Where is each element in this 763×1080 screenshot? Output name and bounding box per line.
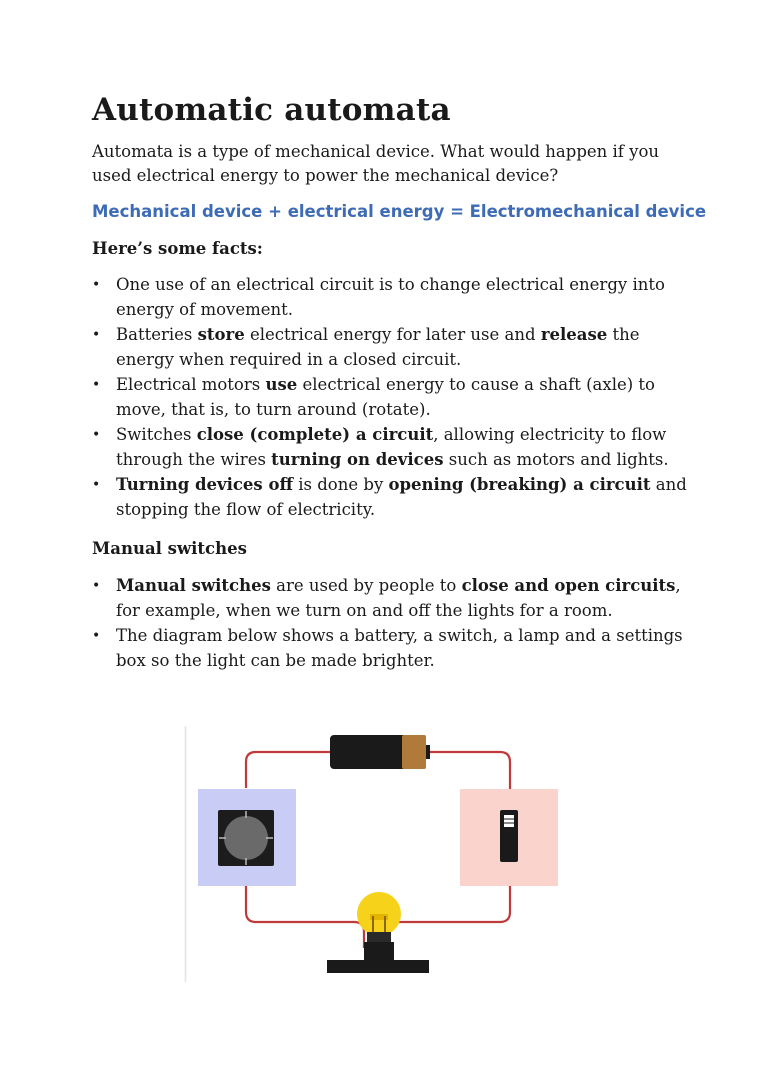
text-segment: Manual switches bbox=[116, 576, 271, 595]
facts-item bbox=[92, 473, 702, 522]
text-segment: close (complete) a circuit bbox=[196, 425, 434, 444]
text-segment: electrical energy to cause a shaft (axle) to move, that is, to turn around (rotate). bbox=[116, 375, 655, 419]
text-segment: release bbox=[540, 325, 608, 344]
battery-icon bbox=[330, 735, 430, 769]
text-segment: such as motors and lights. bbox=[443, 449, 669, 469]
manual-items-item bbox=[92, 574, 702, 623]
facts-item bbox=[92, 423, 702, 472]
facts-item bbox=[92, 323, 702, 372]
circuit-diagram bbox=[184, 726, 564, 982]
text-segment: close and open circuits bbox=[461, 576, 676, 595]
text-segment: are used by people to bbox=[270, 576, 462, 595]
text-segment: Switches bbox=[116, 425, 197, 444]
wire-left-down bbox=[246, 876, 364, 948]
text-segment: , for example, when we turn on and off the lights for a room. bbox=[116, 576, 681, 620]
text-segment: the energy when required in a closed circuit. bbox=[116, 325, 640, 369]
equation-heading: Mechanical device + electrical energy = Electromechanical device bbox=[92, 202, 707, 221]
text-segment: use bbox=[265, 375, 298, 394]
text-segment: Electrical motors bbox=[116, 375, 266, 394]
intro-paragraph: Automata is a type of mechanical device. What would happen if you used electrical energy to power the mechanical device? bbox=[92, 142, 660, 185]
text-segment: electrical energy for later use and bbox=[244, 325, 541, 344]
lamp-icon bbox=[327, 892, 429, 973]
text-segment: and stopping the flow of electricity. bbox=[116, 475, 687, 519]
text-segment: Turning devices off bbox=[116, 475, 294, 494]
text-segment: turning on devices bbox=[271, 449, 444, 469]
manual-items-item bbox=[92, 624, 702, 673]
text-segment: Batteries bbox=[116, 325, 198, 344]
text-segment: opening (breaking) a circuit bbox=[388, 475, 651, 494]
text-segment: , allowing electricity to flow through the wires bbox=[116, 425, 667, 469]
facts-item bbox=[92, 273, 702, 322]
text-segment: The diagram below shows a battery, a switch, a lamp and a settings box so the light can be made brighter. bbox=[116, 626, 683, 670]
text-segment: store bbox=[197, 325, 245, 344]
text-segment: One use of an electrical circuit is to change electrical energy into energy of movement. bbox=[116, 275, 665, 319]
manual-switches-list bbox=[92, 574, 702, 673]
document-page bbox=[92, 92, 707, 674]
text-segment: is done by bbox=[293, 475, 389, 494]
facts-list bbox=[92, 273, 702, 522]
switch-icon bbox=[198, 789, 296, 886]
facts-heading: Here’s some facts: bbox=[92, 239, 263, 258]
manual-switches-heading: Manual switches bbox=[92, 539, 247, 558]
facts-item bbox=[92, 373, 702, 422]
page-title: Automatic automata bbox=[92, 92, 451, 128]
wire-top-left bbox=[246, 752, 330, 788]
settings-box-icon bbox=[460, 789, 558, 886]
